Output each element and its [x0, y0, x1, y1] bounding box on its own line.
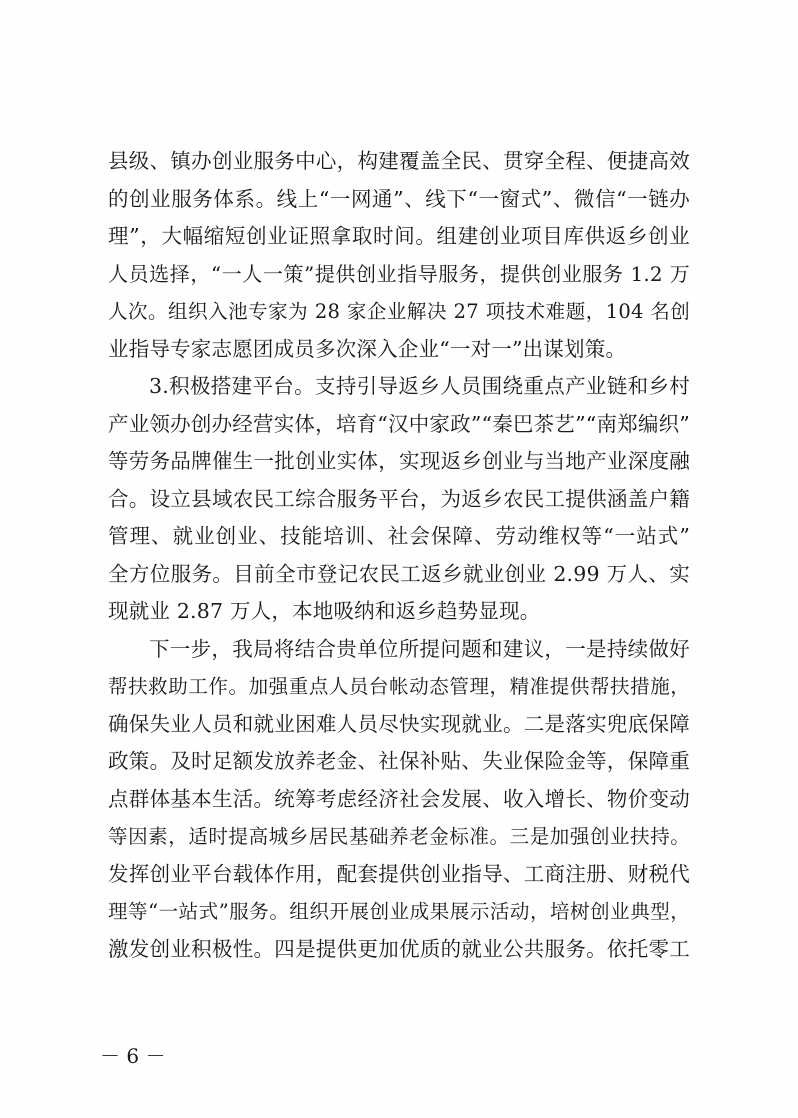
- text-line: 3.积极搭建平台。支持引导返乡人员围绕重点产业链和乡村: [149, 374, 690, 398]
- text-line: 理”，大幅缩短创业证照拿取时间。组建创业项目库供返乡创业: [108, 224, 690, 248]
- text-line: 县级、镇办创业服务中心，构建覆盖全民、贯穿全程、便捷高效: [108, 149, 690, 173]
- text-line: 合。设立县域农民工综合服务平台，为返乡农民工提供涵盖户籍: [108, 486, 690, 511]
- text-line: 现就业 2.87 万人，本地吸纳和返乡趋势显现。: [108, 599, 541, 623]
- text-line: 点群体基本生活。统筹考虑经济社会发展、收入增长、物价变动: [108, 786, 690, 811]
- text-line: 全方位服务。目前全市登记农民工返乡就业创业 2.99 万人、实: [108, 561, 690, 586]
- page-number: － 6 －: [100, 1044, 166, 1068]
- text-line: 业指导专家志愿团成员多次深入企业“一对一”出谋划策。: [108, 336, 627, 361]
- text-line: 确保失业人员和就业困难人员尽快实现就业。二是落实兜底保障: [108, 711, 690, 736]
- text-line: 人员选择，“一人一策”提供创业指导服务，提供创业服务 1.2 万: [108, 261, 690, 286]
- text-line: 发挥创业平台载体作用，配套提供创业指导、工商注册、财税代: [108, 861, 690, 886]
- text-line: 产业领办创办经营实体，培育“汉中家政”“秦巴茶艺”“南郑编织”: [108, 411, 690, 436]
- paragraph-build-platform: [108, 368, 690, 631]
- text-line: 理等“一站式”服务。组织开展创业成果展示活动，培树创业典型，: [108, 900, 690, 923]
- text-line: 下一步，我局将结合贵单位所提问题和建议，一是持续做好: [149, 636, 690, 661]
- paragraph-entrepreneurship-service: [108, 143, 690, 368]
- text-line: 等劳务品牌催生一批创业实体，实现返乡创业与当地产业深度融: [108, 449, 690, 473]
- text-line: 政策。及时足额发放养老金、社保补贴、失业保险金等，保障重: [108, 749, 690, 773]
- text-line: 人次。组织入池专家为 28 家企业解决 27 项技术难题，104 名创: [108, 300, 690, 323]
- text-line: 的创业服务体系。线上“一网通”、线下“一窗式”、微信“一链办: [108, 186, 690, 211]
- text-line: 帮扶救助工作。加强重点人员台帐动态管理，精准提供帮扶措施，: [108, 675, 690, 698]
- text-line: 激发创业积极性。四是提供更加优质的就业公共服务。依托零工: [108, 936, 690, 961]
- paragraph-next-steps: [108, 631, 690, 969]
- text-line: 管理、就业创业、技能培训、社会保障、劳动维权等“一站式”: [108, 524, 690, 548]
- text-line: 等因素，适时提高城乡居民基础养老金标准。三是加强创业扶持。: [108, 825, 690, 848]
- body-text: [108, 143, 690, 968]
